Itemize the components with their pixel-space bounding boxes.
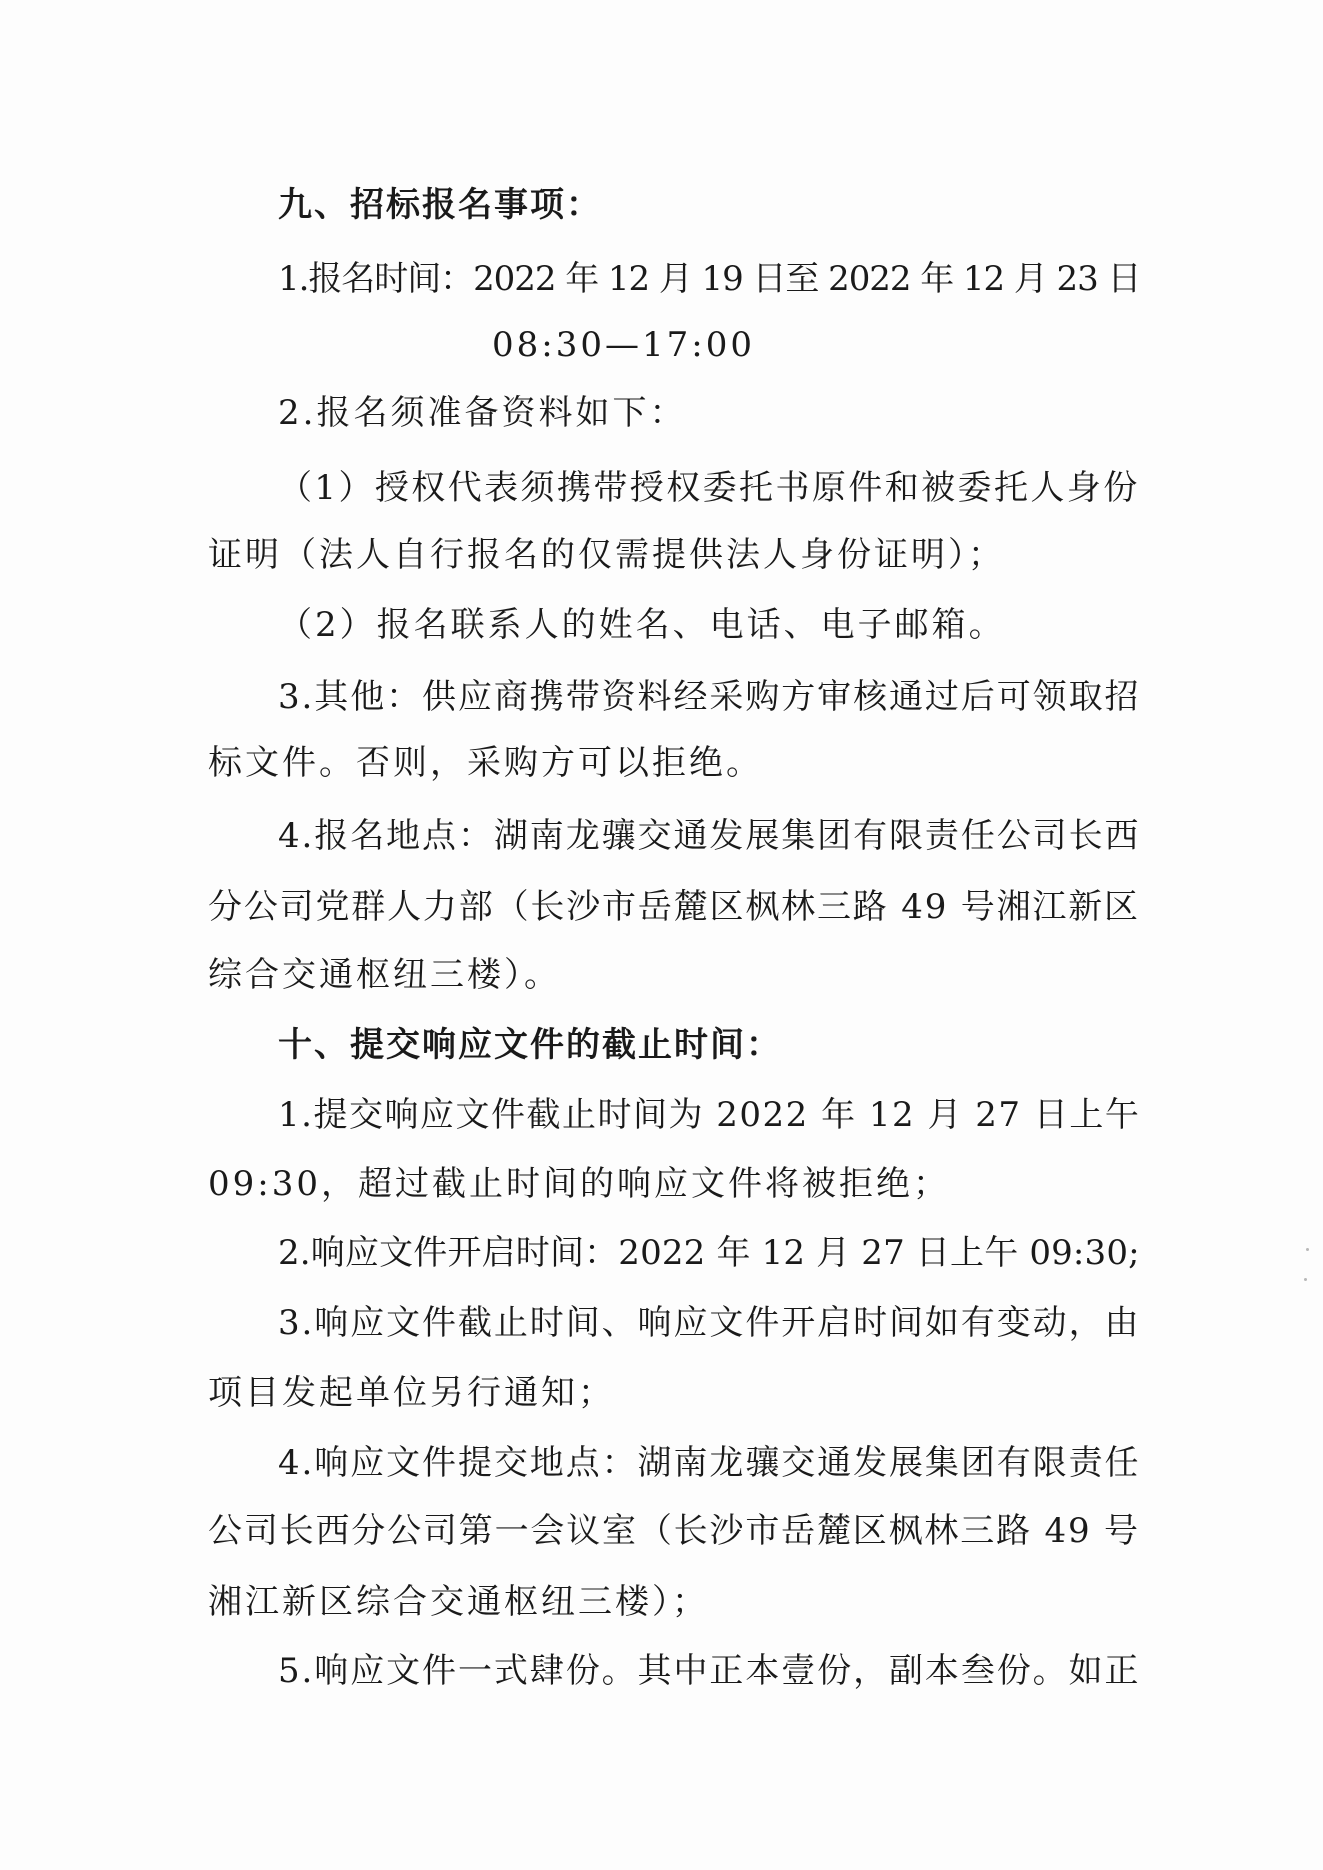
section-9-item-4-line-3: 综合交通枢纽三楼）。: [208, 955, 561, 995]
section-10-item-5-line-1: 5.响应文件一式肆份。其中正本壹份，副本叁份。如正: [278, 1651, 1141, 1691]
section-10-item-3-line-2: 项目发起单位另行通知；: [208, 1373, 615, 1413]
section-10-item-4-line-2: 公司长西分公司第一会议室（长沙市岳麓区枫林三路 49 号: [208, 1511, 1140, 1551]
section-9-item-2-sub-1-line-1: （1）授权代表须携带授权委托书原件和被委托人身份: [278, 468, 1140, 508]
section-10-item-4-line-1: 4.响应文件提交地点：湖南龙骧交通发展集团有限责任: [278, 1443, 1141, 1483]
section-9-item-4-line-1: 4.报名地点：湖南龙骧交通发展集团有限责任公司长西: [278, 816, 1141, 856]
section-10-item-1-line-2: 09:30，超过截止时间的响应文件将被拒绝；: [208, 1164, 950, 1204]
section-10-item-4-line-3: 湘江新区综合交通枢纽三楼）；: [208, 1582, 709, 1622]
scan-speck: [1304, 1278, 1307, 1281]
section-10-item-3-line-1: 3.响应文件截止时间、响应文件开启时间如有变动，由: [278, 1303, 1141, 1343]
section-10-item-1-line-1: 1.提交响应文件截止时间为 2022 年 12 月 27 日上午: [278, 1095, 1141, 1135]
section-9-item-4-line-2: 分公司党群人力部（长沙市岳麓区枫林三路 49 号湘江新区: [208, 887, 1140, 927]
section-9-item-3-line-2: 标文件。否则，采购方可以拒绝。: [208, 743, 763, 783]
section-10-heading: 十、提交响应文件的截止时间：: [278, 1025, 782, 1065]
section-9-heading: 九、招标报名事项：: [278, 185, 602, 225]
section-9-item-2: 2.报名须准备资料如下：: [278, 393, 687, 433]
scan-speck: [1306, 1248, 1309, 1251]
section-9-item-3-line-1: 3.其他：供应商携带资料经采购方审核通过后可领取招: [278, 677, 1141, 717]
section-9-item-2-sub-2: （2）报名联系人的姓名、电话、电子邮箱。: [278, 605, 1006, 645]
section-9-item-2-sub-1-line-2: 证明（法人自行报名的仅需提供法人身份证明）；: [208, 535, 1005, 575]
section-9-item-1-line-1: 1.报名时间：2022 年 12 月 19 日至 2022 年 12 月 23 日: [278, 259, 1141, 299]
section-9-item-1-line-2: 08:30—17:00: [492, 325, 755, 365]
section-10-item-2: 2.响应文件开启时间：2022 年 12 月 27 日上午 09:30;: [278, 1233, 1140, 1273]
